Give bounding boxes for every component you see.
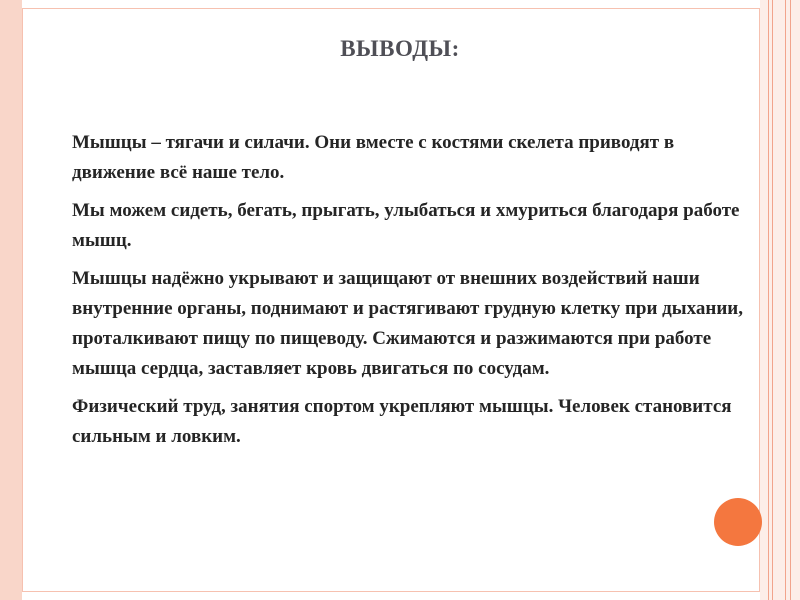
bullet-marker-icon: [44, 128, 58, 158]
right-decorative-line: [768, 0, 769, 600]
bullet-marker-icon: [44, 196, 58, 226]
right-decorative-line: [785, 0, 786, 600]
bullet-text: Мышцы надёжно укрывают и защищают от внешних воздействий наши внутренние органы, поднимают и растягивают грудную клетку при дыхании, проталкивают пищу по пищеводу. Сжимаются и разжимаются при работе мышца сердца, заставляет кровь двигаться по сосудам.: [72, 268, 743, 379]
bullet-text: Физический труд, занятия спортом укрепляют мышцы. Человек становится сильным и ловким.: [72, 396, 732, 447]
right-decorative-line: [772, 0, 773, 600]
bullet-list: [44, 128, 744, 460]
right-decorative-line: [790, 0, 791, 600]
bullet-marker-icon: [44, 264, 58, 294]
orange-circle-decoration: [714, 498, 762, 546]
left-decorative-rail: [0, 0, 22, 600]
slide-title: ВЫВОДЫ:: [340, 36, 460, 61]
bullet-text: Мы можем сидеть, бегать, прыгать, улыбаться и хмуриться благодаря работе мышц.: [72, 200, 740, 251]
bullet-item: [44, 196, 744, 256]
bullet-item: [44, 264, 744, 384]
bullet-item: [44, 128, 744, 188]
bullet-text: Мышцы – тягачи и силачи. Они вместе с костями скелета приводят в движение всё наше тело.: [72, 132, 675, 183]
right-decorative-band: [760, 0, 800, 600]
bullet-item: [44, 392, 744, 452]
bullet-marker-icon: [44, 392, 58, 422]
